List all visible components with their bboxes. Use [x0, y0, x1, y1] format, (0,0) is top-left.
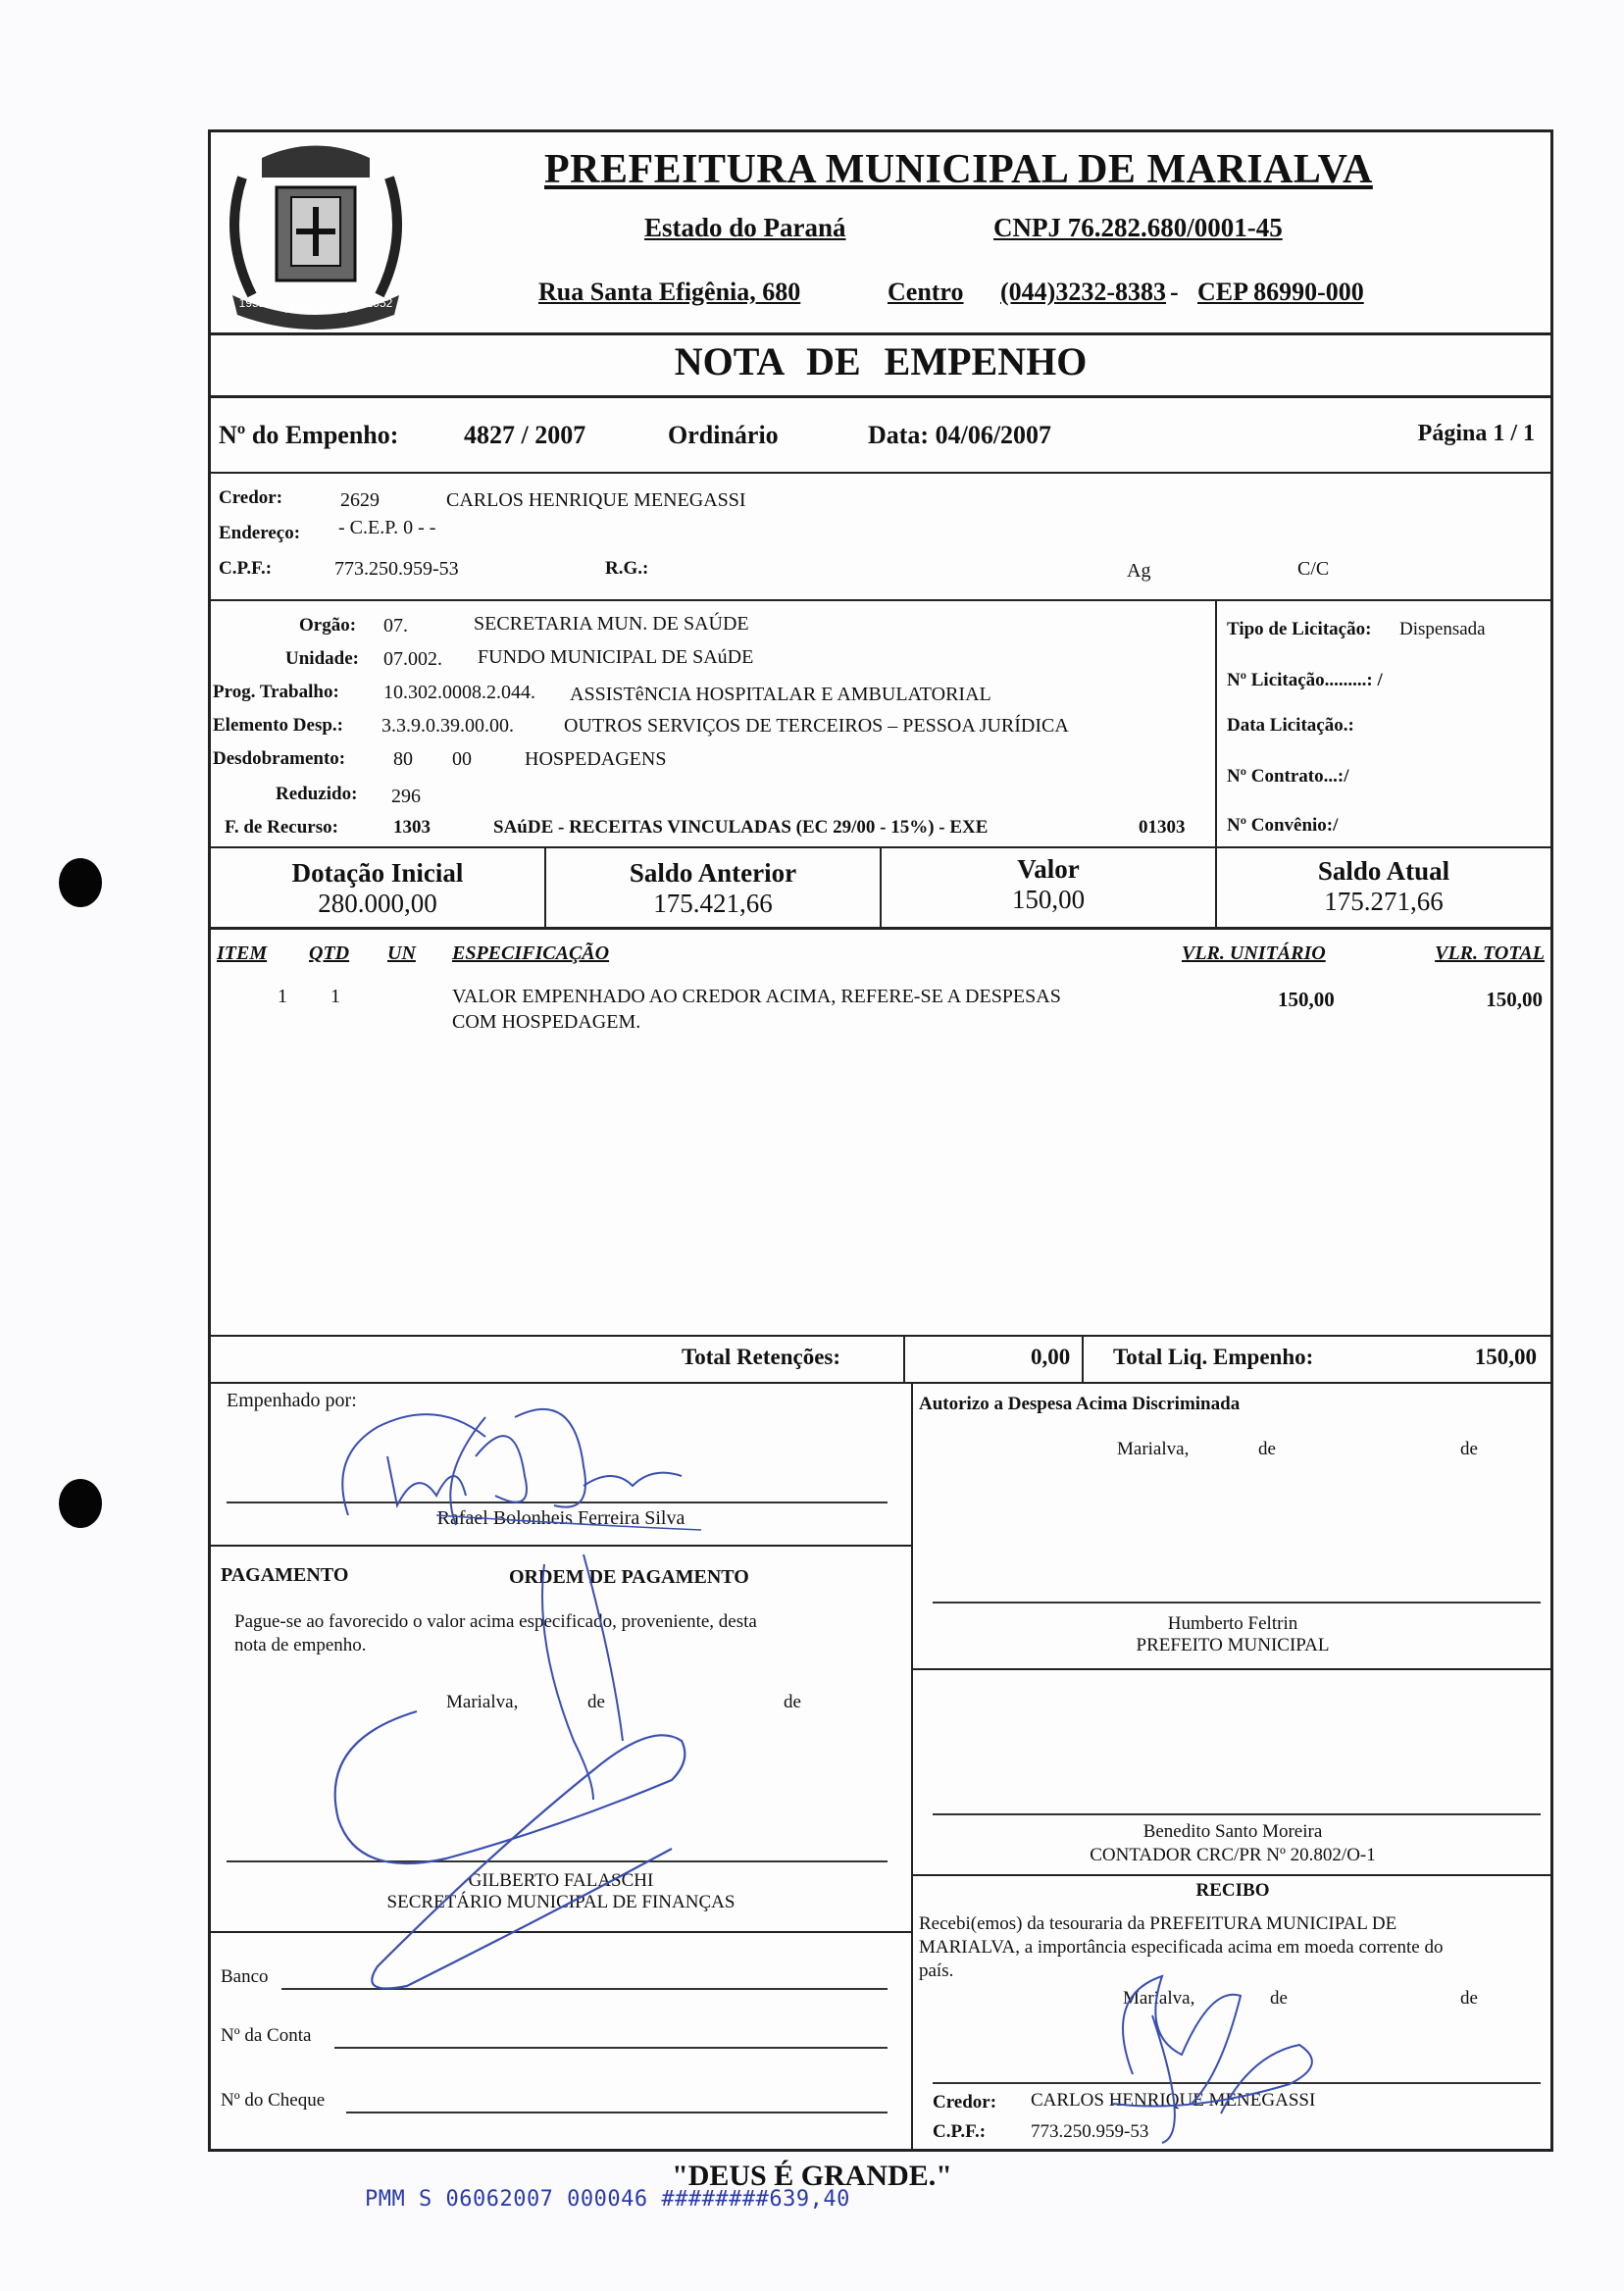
prefeito-role: PREFEITO MUNICIPAL — [1136, 1635, 1330, 1655]
desdobramento-label: Desdobramento: — [213, 748, 346, 769]
saldo-value: 175.421,66 — [653, 889, 773, 918]
header-cnpj: CNPJ 76.282.680/0001-45 — [993, 213, 1283, 242]
licitacao-date: Data Licitação.: — [1227, 715, 1354, 736]
credor-name: CARLOS HENRIQUE MENEGASSI — [446, 489, 746, 511]
elemento-desp-code: 3.3.9.0.39.00.00. — [381, 715, 514, 737]
autorizo-de2: de — [1460, 1439, 1478, 1459]
col-header-item: ITEM — [217, 942, 268, 964]
row-item: 1 — [278, 986, 287, 1007]
pagamento-de2: de — [784, 1692, 801, 1712]
contrato-number: Nº Contrato...:/ — [1227, 766, 1349, 787]
reduzido-code: 296 — [391, 786, 421, 807]
fonte-recurso-label: F. de Recurso: — [225, 817, 338, 838]
reduzido-label: Reduzido: — [276, 784, 358, 804]
conta-label: Nº da Conta — [221, 2025, 312, 2046]
cheque-field[interactable] — [346, 2112, 888, 2113]
row-qtd: 1 — [330, 986, 340, 1007]
document-title: NOTA DE EMPENHO — [674, 339, 1088, 383]
header-district: Centro — [888, 278, 964, 306]
prog-trabalho-code: 10.302.0008.2.044. — [383, 682, 535, 703]
empenho-number: 4827 / 2007 — [464, 421, 586, 449]
row-vlr-total: 150,00 — [1486, 988, 1543, 1011]
tipo-licitacao-value: Dispensada — [1399, 619, 1486, 639]
cc-label: C/C — [1297, 558, 1330, 580]
unidade-name: FUNDO MUNICIPAL DE SAúDE — [478, 646, 754, 668]
fonte-recurso-code: 1303 — [393, 817, 431, 838]
pagamento-de1: de — [587, 1692, 605, 1712]
saldo-atual — [1217, 856, 1550, 917]
pagamento-label: PAGAMENTO — [221, 1564, 349, 1586]
recibo-credor-name: CARLOS HENRIQUE MENEGASSI — [1031, 2090, 1316, 2111]
row-vlr-unitario: 150,00 — [1278, 988, 1335, 1011]
saldo-label: Saldo Atual — [1317, 856, 1450, 886]
banco-label: Banco — [221, 1966, 269, 1987]
col-header-vlr-unitario: VLR. UNITÁRIO — [1182, 942, 1326, 964]
credor-label: Credor: — [219, 487, 283, 508]
secretario-name: GILBERTO FALASCHI — [468, 1870, 654, 1891]
recibo-line3: país. — [919, 1960, 954, 1981]
contador-name: Benedito Santo Moreira — [1142, 1821, 1323, 1842]
empenho-number-label: Nº do Empenho: — [219, 421, 399, 449]
saldo-label: Saldo Anterior — [629, 858, 797, 888]
credor-code: 2629 — [340, 489, 380, 511]
header-title: PREFEITURA MUNICIPAL DE MARIALVA — [544, 147, 1373, 192]
recibo-city: Marialva, — [1123, 1988, 1195, 2009]
crest-year-left: 1951 — [238, 296, 266, 310]
saldo-label: Valor — [1017, 854, 1080, 884]
prog-trabalho-label: Prog. Trabalho: — [213, 682, 339, 702]
crest-banner-text: MARIALVA — [284, 301, 347, 316]
rg-label: R.G.: — [605, 558, 649, 579]
recibo-cpf-value: 773.250.959-53 — [1031, 2121, 1149, 2142]
unidade-code: 07.002. — [383, 648, 442, 670]
punch-hole — [59, 858, 102, 907]
banco-field[interactable] — [281, 1988, 888, 1990]
fonte-recurso-number: 01303 — [1139, 817, 1186, 838]
col-header-qtd: QTD — [309, 942, 350, 964]
pagamento-city: Marialva, — [446, 1692, 519, 1712]
tipo-licitacao-label: Tipo de Licitação: — [1227, 619, 1372, 639]
cash-register-stamp: PMM S 06062007 000046 ########639,40 — [365, 2187, 850, 2212]
punch-hole — [59, 1479, 102, 1528]
recibo-cpf-label: C.P.F.: — [933, 2121, 987, 2142]
fonte-recurso-name: SAúDE - RECEITAS VINCULADAS (EC 29/00 - 15%) - EXE — [493, 817, 989, 838]
orgao-name: SECRETARIA MUN. DE SAÚDE — [474, 613, 749, 635]
cpf-value: 773.250.959-53 — [334, 558, 459, 580]
crest-year-right: 1952 — [366, 296, 393, 310]
pagamento-text-line1: Pague-se ao favorecido o valor acima especificado, proveniente, desta — [234, 1611, 757, 1632]
address-value: - C.E.P. 0 - - — [338, 517, 436, 538]
header-phone: (044)3232-8383 — [1000, 278, 1166, 306]
autorizo-de1: de — [1258, 1439, 1276, 1459]
header-street: Rua Santa Efigênia, 680 — [538, 278, 801, 306]
recibo-line1: Recebi(emos) da tesouraria da PREFEITURA MUNICIPAL DE — [919, 1913, 1397, 1934]
col-header-un: UN — [387, 942, 416, 964]
saldo-dotacao-inicial — [211, 858, 544, 919]
desdobramento-name: HOSPEDAGENS — [525, 748, 667, 770]
cheque-label: Nº do Cheque — [221, 2090, 326, 2111]
ag-label: Ag — [1127, 560, 1151, 582]
saldo-value: 175.271,66 — [1324, 887, 1444, 916]
total-retencoes-label: Total Retenções: — [682, 1345, 841, 1369]
recibo-de2: de — [1460, 1988, 1478, 2009]
row-especificacao-line2: COM HOSPEDAGEM. — [452, 1011, 641, 1033]
col-header-vlr-total: VLR. TOTAL — [1435, 942, 1545, 964]
desdobramento-b: 00 — [452, 748, 472, 770]
prefeito-name: Humberto Feltrin — [1167, 1613, 1298, 1634]
orgao-label: Orgão: — [299, 615, 357, 636]
saldo-value: 150,00 — [1011, 885, 1086, 914]
recibo-credor-label: Credor: — [933, 2092, 997, 2113]
empenhado-por-name: Rafael Bolonheis Ferreira Silva — [436, 1507, 685, 1529]
total-retencoes-value: 0,00 — [1031, 1345, 1071, 1369]
header-state: Estado do Paraná — [644, 213, 846, 242]
header-dash: - — [1170, 278, 1179, 306]
contador-role: CONTADOR CRC/PR Nº 20.802/O-1 — [1090, 1845, 1376, 1865]
secretario-role: SECRETÁRIO MUNICIPAL DE FINANÇAS — [386, 1892, 736, 1912]
saldo-label: Dotação Inicial — [291, 858, 464, 888]
address-label: Endereço: — [219, 523, 301, 543]
footer-motto: "DEUS É GRANDE." — [672, 2160, 952, 2192]
convenio-number: Nº Convênio:/ — [1227, 815, 1339, 836]
autorizo-title: Autorizo a Despesa Acima Discriminada — [919, 1394, 1241, 1414]
unidade-label: Unidade: — [285, 648, 359, 669]
total-liq-value: 150,00 — [1474, 1345, 1537, 1369]
pagamento-text-line2: nota de empenho. — [234, 1635, 367, 1655]
empenhado-por-label: Empenhado por: — [227, 1390, 357, 1411]
ordem-pagamento-label: ORDEM DE PAGAMENTO — [509, 1566, 749, 1588]
elemento-desp-label: Elemento Desp.: — [213, 715, 343, 736]
municipal-crest-icon — [223, 138, 409, 334]
row-especificacao-line1: VALOR EMPENHADO AO CREDOR ACIMA, REFERE-SE A DESPESAS — [452, 986, 1061, 1007]
empenho-date: Data: 04/06/2007 — [868, 421, 1052, 449]
page-indicator: Página 1 / 1 — [1417, 421, 1535, 446]
recibo-line2: MARIALVA, a importância especificada acima em moeda corrente do — [919, 1937, 1444, 1958]
cpf-label: C.P.F.: — [219, 558, 273, 579]
header-cep: CEP 86990-000 — [1197, 278, 1364, 306]
total-liq-label: Total Liq. Empenho: — [1113, 1345, 1314, 1369]
nota-de-empenho-form — [208, 129, 1553, 2152]
saldo-valor — [882, 854, 1215, 915]
desdobramento-a: 80 — [393, 748, 413, 770]
recibo-de1: de — [1270, 1988, 1288, 2009]
prog-trabalho-name: ASSISTêNCIA HOSPITALAR E AMBULATORIAL — [570, 684, 991, 705]
elemento-desp-name: OUTROS SERVIÇOS DE TERCEIROS – PESSOA JURÍDICA — [564, 715, 1069, 737]
saldo-value: 280.000,00 — [318, 889, 437, 918]
recibo-title: RECIBO — [1195, 1880, 1270, 1901]
saldo-anterior — [546, 858, 880, 919]
empenho-type: Ordinário — [668, 421, 779, 449]
orgao-code: 07. — [383, 615, 408, 636]
conta-field[interactable] — [334, 2047, 888, 2049]
licitacao-number: Nº Licitação.........: / — [1227, 670, 1383, 690]
col-header-especificacao: ESPECIFICAÇÃO — [452, 942, 610, 964]
autorizo-city: Marialva, — [1117, 1439, 1190, 1459]
